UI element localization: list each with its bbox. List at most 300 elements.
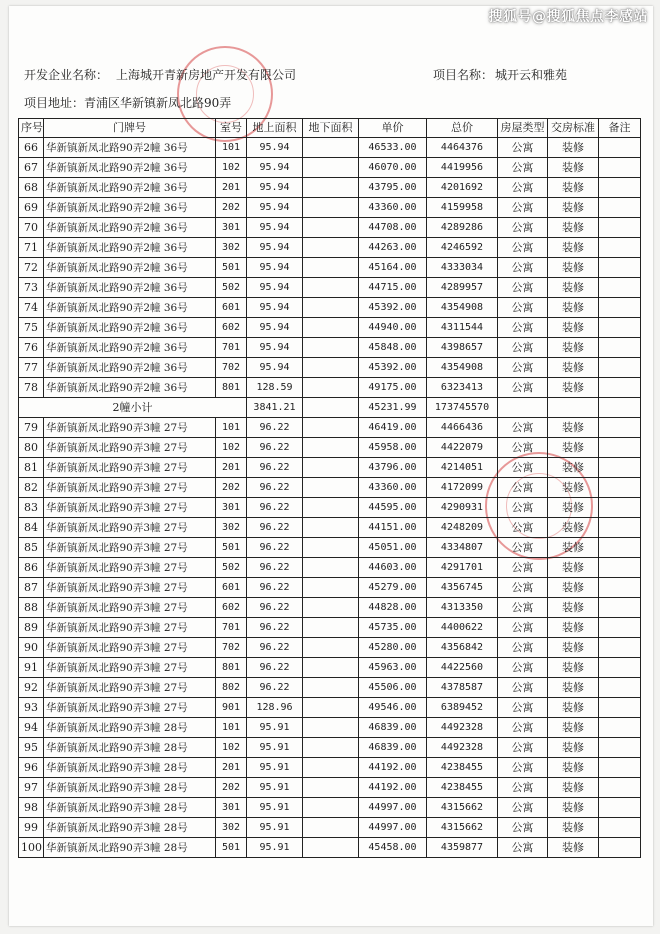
- cell-price: 44192.00: [359, 758, 427, 778]
- cell-total: 4289286: [427, 218, 498, 238]
- cell-under: [303, 198, 359, 218]
- cell-note: [599, 598, 641, 618]
- cell-total: 4422560: [427, 658, 498, 678]
- cell-under: [303, 358, 359, 378]
- cell-room: 901: [216, 698, 247, 718]
- cell-price: 45958.00: [359, 438, 427, 458]
- cell-note: [599, 578, 641, 598]
- table-row: [19, 478, 641, 498]
- cell-std: 装修: [548, 698, 599, 718]
- cell-addr: 华新镇新凤北路90弄3幢 27号: [44, 558, 216, 578]
- cell-type: 公寓: [498, 438, 548, 458]
- cell-price: 43360.00: [359, 198, 427, 218]
- cell-addr: 华新镇新凤北路90弄2幢 36号: [44, 198, 216, 218]
- cell-no: 97: [19, 778, 44, 798]
- cell-total: 4238455: [427, 758, 498, 778]
- cell-room: 201: [216, 458, 247, 478]
- cell-price: 45164.00: [359, 258, 427, 278]
- cell-no: 76: [19, 338, 44, 358]
- cell-no: 100: [19, 838, 44, 858]
- address-line: [24, 94, 239, 111]
- cell-price: 44192.00: [359, 778, 427, 798]
- cell-type: 公寓: [498, 598, 548, 618]
- cell-no: 74: [19, 298, 44, 318]
- cell-under: [303, 798, 359, 818]
- cell-no: 69: [19, 198, 44, 218]
- cell-std: 装修: [548, 478, 599, 498]
- cell-under: [303, 518, 359, 538]
- cell-std: 装修: [548, 518, 599, 538]
- cell-std: 装修: [548, 578, 599, 598]
- cell-price: 45506.00: [359, 678, 427, 698]
- cell-under: [303, 618, 359, 638]
- cell-addr: 华新镇新凤北路90弄2幢 36号: [44, 158, 216, 178]
- cell-under: [303, 238, 359, 258]
- cell-std: 装修: [548, 418, 599, 438]
- cell-under: [303, 418, 359, 438]
- cell-addr: 华新镇新凤北路90弄3幢 27号: [44, 498, 216, 518]
- table-row: [19, 278, 641, 298]
- cell-type: 公寓: [498, 718, 548, 738]
- cell-price: 44263.00: [359, 238, 427, 258]
- cell-note: [599, 618, 641, 638]
- cell-addr: 华新镇新凤北路90弄2幢 36号: [44, 138, 216, 158]
- cell-no: 80: [19, 438, 44, 458]
- cell-std: 装修: [548, 198, 599, 218]
- cell-addr: 华新镇新凤北路90弄3幢 27号: [44, 478, 216, 498]
- cell-type: 公寓: [498, 318, 548, 338]
- cell-std: 装修: [548, 638, 599, 658]
- cell-addr: 华新镇新凤北路90弄3幢 27号: [44, 638, 216, 658]
- cell-total: 4466436: [427, 418, 498, 438]
- table-row: [19, 138, 641, 158]
- cell-price: 49175.00: [359, 378, 427, 398]
- cell-total: 4359877: [427, 838, 498, 858]
- cell-total: 4354908: [427, 298, 498, 318]
- column-header: 序号: [19, 119, 44, 138]
- table-row: [19, 218, 641, 238]
- project-line: [433, 66, 575, 83]
- cell-std: 装修: [548, 498, 599, 518]
- cell-area: 95.94: [247, 218, 303, 238]
- cell-no: 77: [19, 358, 44, 378]
- cell-total: 4291701: [427, 558, 498, 578]
- cell-note: [599, 358, 641, 378]
- cell-type: 公寓: [498, 458, 548, 478]
- cell-under: [303, 318, 359, 338]
- cell-total: 4333034: [427, 258, 498, 278]
- address-label: 项目地址：: [24, 96, 85, 110]
- cell-std: 装修: [548, 178, 599, 198]
- developer-name: 上海城开青新房地产开发有限公司: [116, 68, 297, 82]
- cell-type: 公寓: [498, 818, 548, 838]
- table-row: [19, 378, 641, 398]
- cell-under: [303, 638, 359, 658]
- cell-note: [599, 378, 641, 398]
- table-row: [19, 158, 641, 178]
- cell-price: 43360.00: [359, 478, 427, 498]
- cell-addr: 华新镇新凤北路90弄2幢 36号: [44, 298, 216, 318]
- cell-price: 44603.00: [359, 558, 427, 578]
- cell-room: 602: [216, 598, 247, 618]
- table-row: [19, 458, 641, 478]
- cell-room: 201: [216, 178, 247, 198]
- cell-note: [599, 798, 641, 818]
- cell-addr: 华新镇新凤北路90弄3幢 27号: [44, 598, 216, 618]
- cell-no: 68: [19, 178, 44, 198]
- cell-room: 301: [216, 218, 247, 238]
- cell-note: [599, 698, 641, 718]
- cell-addr: 华新镇新凤北路90弄3幢 28号: [44, 778, 216, 798]
- cell-no: 83: [19, 498, 44, 518]
- cell-under: [303, 338, 359, 358]
- cell-std: 装修: [548, 738, 599, 758]
- price-table: [18, 118, 641, 858]
- cell-addr: 华新镇新凤北路90弄2幢 36号: [44, 318, 216, 338]
- table-row: [19, 358, 641, 378]
- cell-addr: 华新镇新凤北路90弄3幢 27号: [44, 658, 216, 678]
- cell-std: 装修: [548, 798, 599, 818]
- developer-line: [24, 66, 304, 83]
- subtotal-note: [599, 398, 641, 418]
- cell-price: 45392.00: [359, 298, 427, 318]
- column-header: 单价: [359, 119, 427, 138]
- cell-room: 802: [216, 678, 247, 698]
- cell-total: 4311544: [427, 318, 498, 338]
- cell-room: 801: [216, 378, 247, 398]
- cell-type: 公寓: [498, 638, 548, 658]
- table-row: [19, 338, 641, 358]
- cell-area: 96.22: [247, 438, 303, 458]
- cell-under: [303, 758, 359, 778]
- cell-total: 4246592: [427, 238, 498, 258]
- table-row: [19, 718, 641, 738]
- cell-total: 4492328: [427, 718, 498, 738]
- cell-area: 96.22: [247, 478, 303, 498]
- cell-price: 45963.00: [359, 658, 427, 678]
- cell-addr: 华新镇新凤北路90弄3幢 28号: [44, 738, 216, 758]
- cell-price: 44595.00: [359, 498, 427, 518]
- cell-no: 86: [19, 558, 44, 578]
- cell-under: [303, 138, 359, 158]
- cell-type: 公寓: [498, 538, 548, 558]
- cell-note: [599, 738, 641, 758]
- cell-under: [303, 718, 359, 738]
- cell-price: 44828.00: [359, 598, 427, 618]
- cell-note: [599, 638, 641, 658]
- cell-addr: 华新镇新凤北路90弄2幢 36号: [44, 178, 216, 198]
- cell-no: 87: [19, 578, 44, 598]
- cell-room: 701: [216, 618, 247, 638]
- cell-area: 95.94: [247, 178, 303, 198]
- cell-price: 44940.00: [359, 318, 427, 338]
- cell-no: 81: [19, 458, 44, 478]
- cell-area: 95.94: [247, 238, 303, 258]
- cell-std: 装修: [548, 258, 599, 278]
- cell-note: [599, 718, 641, 738]
- cell-area: 96.22: [247, 598, 303, 618]
- cell-type: 公寓: [498, 258, 548, 278]
- table-row: [19, 538, 641, 558]
- cell-note: [599, 238, 641, 258]
- cell-total: 4315662: [427, 818, 498, 838]
- cell-under: [303, 438, 359, 458]
- cell-price: 46419.00: [359, 418, 427, 438]
- cell-addr: 华新镇新凤北路90弄3幢 28号: [44, 798, 216, 818]
- cell-addr: 华新镇新凤北路90弄3幢 27号: [44, 678, 216, 698]
- cell-under: [303, 258, 359, 278]
- price-list-page: [9, 6, 653, 926]
- table-row: [19, 798, 641, 818]
- cell-room: 701: [216, 338, 247, 358]
- cell-price: 46070.00: [359, 158, 427, 178]
- cell-room: 702: [216, 638, 247, 658]
- cell-room: 501: [216, 258, 247, 278]
- cell-addr: 华新镇新凤北路90弄3幢 27号: [44, 438, 216, 458]
- cell-price: 44151.00: [359, 518, 427, 538]
- cell-std: 装修: [548, 458, 599, 478]
- cell-type: 公寓: [498, 378, 548, 398]
- cell-addr: 华新镇新凤北路90弄2幢 36号: [44, 378, 216, 398]
- cell-note: [599, 478, 641, 498]
- table-row: [19, 178, 641, 198]
- cell-area: 96.22: [247, 618, 303, 638]
- cell-under: [303, 158, 359, 178]
- cell-under: [303, 278, 359, 298]
- cell-std: 装修: [548, 618, 599, 638]
- cell-under: [303, 698, 359, 718]
- cell-under: [303, 818, 359, 838]
- cell-area: 95.94: [247, 138, 303, 158]
- cell-note: [599, 818, 641, 838]
- cell-price: 46839.00: [359, 738, 427, 758]
- cell-area: 96.22: [247, 538, 303, 558]
- table-row: [19, 738, 641, 758]
- cell-area: 95.91: [247, 738, 303, 758]
- cell-no: 66: [19, 138, 44, 158]
- cell-room: 801: [216, 658, 247, 678]
- cell-addr: 华新镇新凤北路90弄3幢 27号: [44, 518, 216, 538]
- cell-no: 78: [19, 378, 44, 398]
- cell-under: [303, 678, 359, 698]
- column-header: 备注: [599, 119, 641, 138]
- cell-total: 4422079: [427, 438, 498, 458]
- cell-total: 4201692: [427, 178, 498, 198]
- column-header: 地下面积: [303, 119, 359, 138]
- table-row: [19, 838, 641, 858]
- cell-note: [599, 158, 641, 178]
- cell-addr: 华新镇新凤北路90弄2幢 36号: [44, 218, 216, 238]
- table-row: [19, 438, 641, 458]
- cell-note: [599, 218, 641, 238]
- cell-type: 公寓: [498, 698, 548, 718]
- cell-type: 公寓: [498, 778, 548, 798]
- cell-type: 公寓: [498, 238, 548, 258]
- cell-total: 4315662: [427, 798, 498, 818]
- cell-addr: 华新镇新凤北路90弄2幢 36号: [44, 238, 216, 258]
- table-row: [19, 678, 641, 698]
- subtotal-type: [498, 398, 548, 418]
- table-row: [19, 498, 641, 518]
- cell-note: [599, 838, 641, 858]
- cell-price: 49546.00: [359, 698, 427, 718]
- cell-area: 95.94: [247, 278, 303, 298]
- cell-std: 装修: [548, 838, 599, 858]
- cell-area: 95.91: [247, 758, 303, 778]
- cell-no: 95: [19, 738, 44, 758]
- cell-area: 95.94: [247, 158, 303, 178]
- cell-under: [303, 458, 359, 478]
- cell-total: 4378587: [427, 678, 498, 698]
- cell-type: 公寓: [498, 178, 548, 198]
- cell-std: 装修: [548, 778, 599, 798]
- cell-std: 装修: [548, 678, 599, 698]
- cell-area: 96.22: [247, 638, 303, 658]
- cell-area: 128.96: [247, 698, 303, 718]
- cell-no: 91: [19, 658, 44, 678]
- cell-total: 6389452: [427, 698, 498, 718]
- cell-under: [303, 578, 359, 598]
- cell-no: 90: [19, 638, 44, 658]
- column-header: 门牌号: [44, 119, 216, 138]
- cell-total: 4313350: [427, 598, 498, 618]
- cell-room: 302: [216, 238, 247, 258]
- cell-room: 202: [216, 778, 247, 798]
- cell-no: 94: [19, 718, 44, 738]
- cell-addr: 华新镇新凤北路90弄3幢 28号: [44, 758, 216, 778]
- table-row: [19, 418, 641, 438]
- cell-addr: 华新镇新凤北路90弄3幢 27号: [44, 578, 216, 598]
- cell-std: 装修: [548, 238, 599, 258]
- cell-type: 公寓: [498, 678, 548, 698]
- cell-total: 4172099: [427, 478, 498, 498]
- cell-std: 装修: [548, 438, 599, 458]
- cell-addr: 华新镇新凤北路90弄3幢 28号: [44, 838, 216, 858]
- cell-area: 95.94: [247, 258, 303, 278]
- cell-note: [599, 438, 641, 458]
- cell-under: [303, 298, 359, 318]
- cell-total: 4214051: [427, 458, 498, 478]
- cell-type: 公寓: [498, 218, 548, 238]
- cell-area: 95.91: [247, 818, 303, 838]
- cell-room: 501: [216, 838, 247, 858]
- cell-under: [303, 378, 359, 398]
- cell-room: 302: [216, 818, 247, 838]
- cell-note: [599, 258, 641, 278]
- cell-addr: 华新镇新凤北路90弄3幢 28号: [44, 818, 216, 838]
- cell-no: 71: [19, 238, 44, 258]
- cell-std: 装修: [548, 298, 599, 318]
- cell-room: 502: [216, 558, 247, 578]
- cell-note: [599, 458, 641, 478]
- table-row: [19, 238, 641, 258]
- cell-addr: 华新镇新凤北路90弄2幢 36号: [44, 278, 216, 298]
- cell-type: 公寓: [498, 158, 548, 178]
- table-row: [19, 658, 641, 678]
- cell-type: 公寓: [498, 618, 548, 638]
- cell-std: 装修: [548, 818, 599, 838]
- cell-std: 装修: [548, 358, 599, 378]
- table-row: [19, 518, 641, 538]
- cell-type: 公寓: [498, 198, 548, 218]
- cell-note: [599, 658, 641, 678]
- cell-no: 92: [19, 678, 44, 698]
- cell-note: [599, 198, 641, 218]
- cell-note: [599, 178, 641, 198]
- cell-type: 公寓: [498, 518, 548, 538]
- cell-note: [599, 298, 641, 318]
- cell-total: 4248209: [427, 518, 498, 538]
- table-header-row: [19, 119, 641, 138]
- cell-price: 43796.00: [359, 458, 427, 478]
- cell-total: 4238455: [427, 778, 498, 798]
- cell-no: 72: [19, 258, 44, 278]
- cell-no: 85: [19, 538, 44, 558]
- cell-no: 89: [19, 618, 44, 638]
- table-row: [19, 598, 641, 618]
- cell-total: 4356745: [427, 578, 498, 598]
- cell-std: 装修: [548, 538, 599, 558]
- cell-under: [303, 538, 359, 558]
- column-header: 室号: [216, 119, 247, 138]
- subtotal-row: [19, 398, 641, 418]
- cell-room: 301: [216, 498, 247, 518]
- cell-no: 73: [19, 278, 44, 298]
- cell-no: 82: [19, 478, 44, 498]
- cell-room: 602: [216, 318, 247, 338]
- table-row: [19, 318, 641, 338]
- cell-note: [599, 558, 641, 578]
- cell-price: 44715.00: [359, 278, 427, 298]
- cell-area: 96.22: [247, 558, 303, 578]
- cell-addr: 华新镇新凤北路90弄2幢 36号: [44, 358, 216, 378]
- cell-no: 96: [19, 758, 44, 778]
- cell-total: 4464376: [427, 138, 498, 158]
- cell-type: 公寓: [498, 578, 548, 598]
- table-row: [19, 198, 641, 218]
- table-row: [19, 778, 641, 798]
- cell-type: 公寓: [498, 338, 548, 358]
- cell-std: 装修: [548, 138, 599, 158]
- cell-room: 502: [216, 278, 247, 298]
- cell-note: [599, 538, 641, 558]
- table-row: [19, 818, 641, 838]
- cell-total: 4398657: [427, 338, 498, 358]
- table-row: [19, 618, 641, 638]
- subtotal-price: 45231.99: [359, 398, 427, 418]
- cell-room: 102: [216, 158, 247, 178]
- cell-room: 202: [216, 478, 247, 498]
- cell-no: 99: [19, 818, 44, 838]
- cell-price: 45458.00: [359, 838, 427, 858]
- cell-price: 45392.00: [359, 358, 427, 378]
- cell-price: 44997.00: [359, 798, 427, 818]
- cell-under: [303, 218, 359, 238]
- cell-area: 96.22: [247, 578, 303, 598]
- cell-std: 装修: [548, 598, 599, 618]
- cell-note: [599, 338, 641, 358]
- cell-type: 公寓: [498, 798, 548, 818]
- cell-addr: 华新镇新凤北路90弄3幢 27号: [44, 618, 216, 638]
- subtotal-std: [548, 398, 599, 418]
- cell-price: 45280.00: [359, 638, 427, 658]
- cell-std: 装修: [548, 278, 599, 298]
- cell-room: 201: [216, 758, 247, 778]
- table-row: [19, 758, 641, 778]
- cell-std: 装修: [548, 318, 599, 338]
- cell-std: 装修: [548, 658, 599, 678]
- cell-room: 101: [216, 138, 247, 158]
